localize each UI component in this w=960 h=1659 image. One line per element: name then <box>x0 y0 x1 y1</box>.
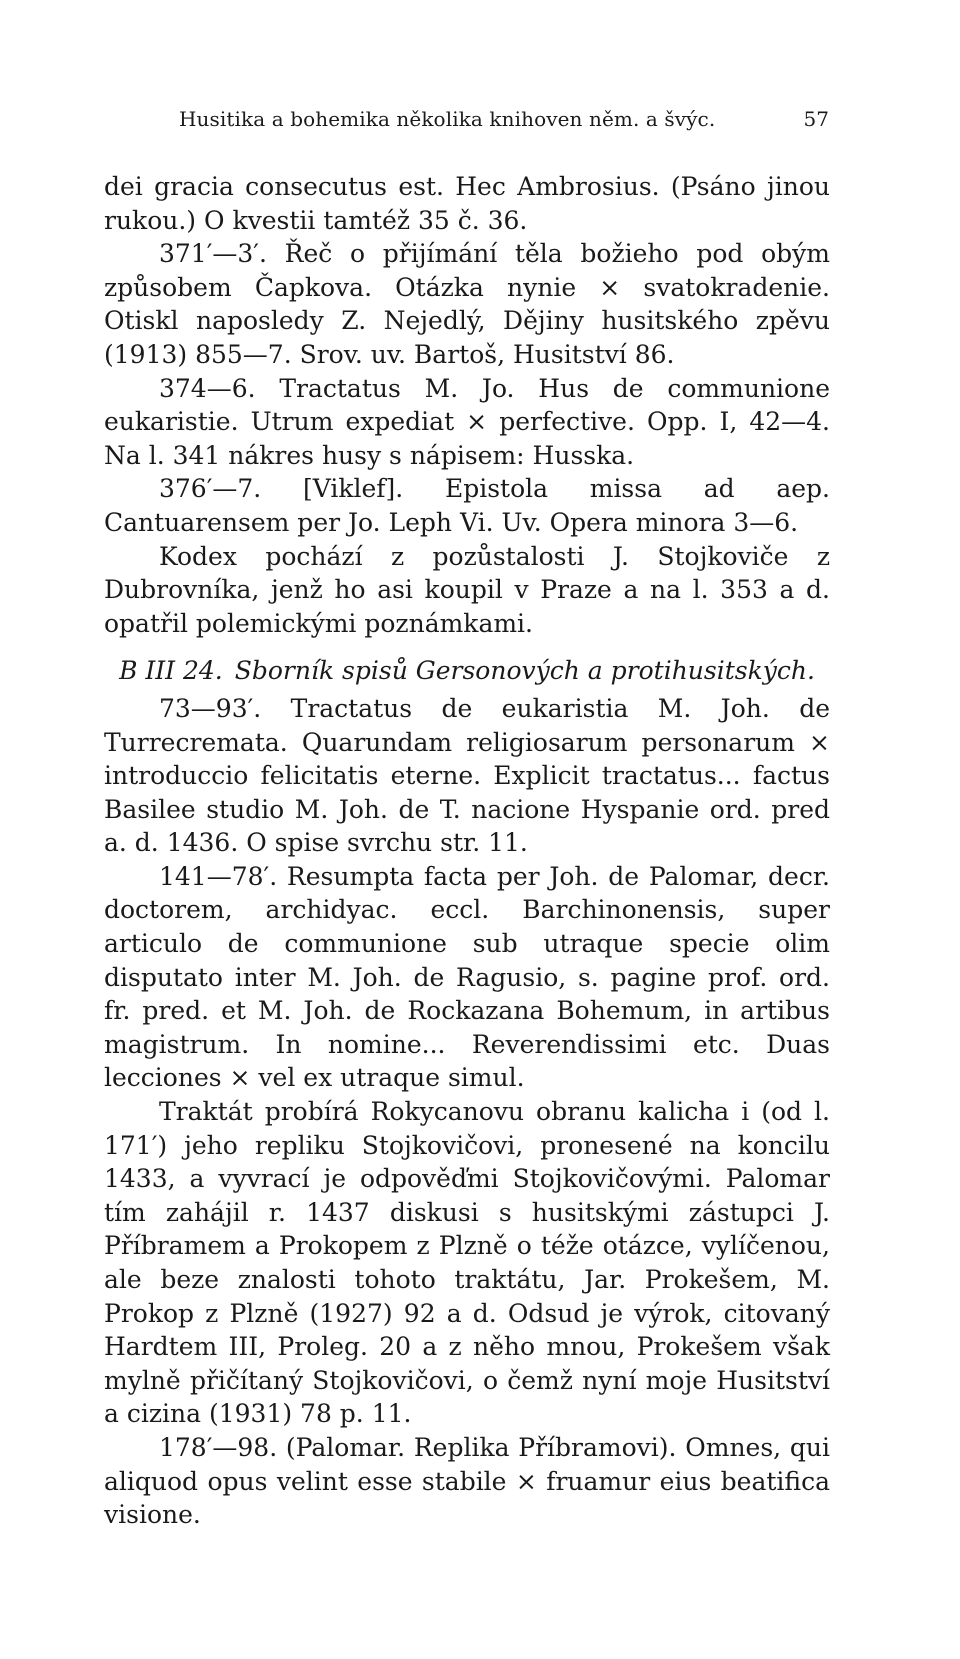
paragraph-continuation: dei gracia consecutus est. Hec Ambrosius. (Psáno jinou rukou.) O kvestii tamtéž 35 č. 36. <box>104 172 830 235</box>
page-text <box>104 170 830 1532</box>
page-number: 57 <box>803 107 829 131</box>
paragraph-entry-374: 374—6. Tractatus M. Jo. Hus de communione eukaristie. Utrum expediat × perfective. Opp. I, 42—4. Na l. 341 nákres husy s nápisem: Husska. <box>104 373 830 470</box>
paragraph-entry-73: 73—93′. Tractatus de eukaristia M. Joh. de Turrecremata. Quarundam religiosarum personarum × introduccio felicitatis eterne. Explicit tractatus... factus Basilee studio M. Joh. de T. nacione Hyspanie ord. pred a. d. 1436. O spise svrchu str. 11. <box>104 693 830 858</box>
running-header <box>179 104 829 134</box>
paragraph-codex-provenance: Kodex pochází z pozůstalosti J. Stojkoviče z Dubrovníka, jenž ho asi koupil v Praze a na l. 353 a d. opatřil polemickými poznámkami. <box>104 541 830 638</box>
paragraph-commentary: Traktát probírá Rokycanovu obranu kalicha i (od l. 171′) jeho repliku Stojkovičovi, pronesené na koncilu 1433, a vyvrací je odpověďmi Stojkovičovými. Palomar tím zahájil r. 1437 diskusi s husitskými zástupci J. Příbramem a Prokopem z Plzně o téže otázce, vylíčenou, ale beze znalosti tohoto traktátu, Jar. Prokešem, M. Prokop z Plzně (1927) 92 a d. Odsud je výrok, citovaný Hardtem III, Proleg. 20 a z něho mnou, Prokešem však mylně přičítaný Stojkovičovi, o čemž nyní moje Husitství a cizina (1931) 78 p. 11. <box>104 1097 830 1429</box>
paragraph-entry-376: 376′—7. [Viklef]. Epistola missa ad aep. Cantuarensem per Jo. Leph Vi. Uv. Opera minora 3—6. <box>104 474 830 537</box>
section-shelfmark: B III 24. <box>119 656 223 686</box>
paragraph-entry-371: 371′—3′. Řeč o přijímání těla božieho pod obým způsobem Čapkova. Otázka nynie × svatokradenie. Otiskl naposledy Z. Nejedlý, Dějiny husitského zpěvu (1913) 855—7. Srov. uv. Bartoš, Husitství 86. <box>104 239 830 369</box>
running-title: Husitika a bohemika několika knihoven něm. a švýc. <box>179 107 716 131</box>
section-heading <box>104 654 830 688</box>
paragraph-entry-178: 178′—98. (Palomar. Replika Příbramovi). Omnes, qui aliquod opus velint esse stabile × fruamur eius beatifica visione. <box>104 1432 830 1530</box>
paragraph-entry-141: 141—78′. Resumpta facta per Joh. de Palomar, decr. doctorem, archidyac. eccl. Barchinonensis, super articulo de communione sub utraque specie olim disputato inter M. Joh. de Ragusio, s. pagine prof. ord. fr. pred. et M. Joh. de Rockazana Bohemum, in artibus magistrum. In nomine... Reverendissimi etc. Duas lecciones × vel ex utraque simul. <box>104 861 830 1093</box>
section-title: Sborník spisů Gersonových a protihusitských. <box>234 656 815 686</box>
